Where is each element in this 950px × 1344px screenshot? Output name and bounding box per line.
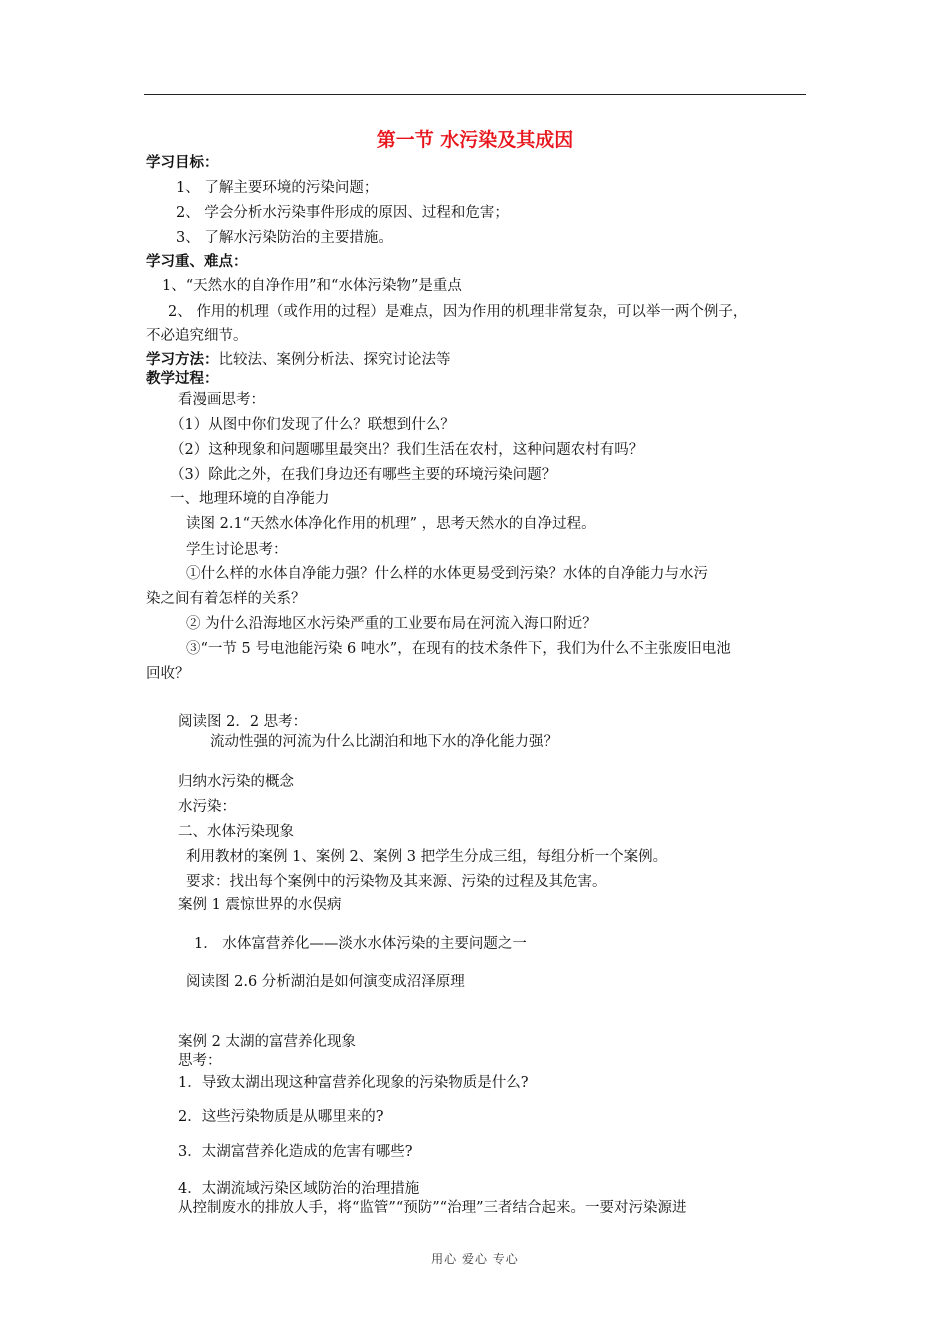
section-heading-self-purification: 一、地理环境的自净能力 <box>170 491 330 507</box>
page-footer: 用心 爱心 专心 <box>431 1252 519 1266</box>
goals-heading: 学习目标： <box>146 154 219 171</box>
text-line: 阅读图 2．2 思考： <box>178 714 308 730</box>
text-line: 3．太湖富营养化造成的危害有哪些? <box>178 1144 413 1160</box>
text-line: 水污染： <box>178 799 236 815</box>
text-line: ①什么样的水体自净能力强？什么样的水体更易受到污染？水体的自净能力与水污 <box>186 566 708 582</box>
keypoint-2-line-2: 不必追究细节。 <box>146 328 248 344</box>
method-text: 比较法、案例分析法、探究讨论法等 <box>218 352 451 368</box>
text-line: 案例 1 震惊世界的水俣病 <box>178 897 342 913</box>
text-line: 4．太湖流域污染区域防治的治理措施 <box>178 1181 420 1197</box>
text-line: 流动性强的河流为什么比湖泊和地下水的净化能力强？ <box>210 734 558 750</box>
text-line: 染之间有着怎样的关系？ <box>146 591 306 607</box>
text-line: （1）从图中你们发现了什么？联想到什么？ <box>170 417 455 433</box>
text-line: 利用教材的案例 1、案例 2、案例 3 把学生分成三组，每组分析一个案例。 <box>186 849 668 865</box>
text-line: 从控制废水的排放人手，将“监管”“预防”“治理”三者结合起来。一要对污染源进 <box>178 1200 687 1216</box>
method-heading: 学习方法： <box>146 351 219 368</box>
process-heading: 教学过程： <box>146 370 219 387</box>
keypoint-1: 1、“天然水的自净作用”和“水体污染物”是重点 <box>162 278 462 294</box>
section-heading-pollution: 二、水体污染现象 <box>178 824 294 840</box>
text-line: 回收？ <box>146 666 190 682</box>
text-line: 看漫画思考： <box>178 392 265 408</box>
text-line: （2）这种现象和问题哪里最突出？我们生活在农村，这种问题农村有吗？ <box>170 442 644 458</box>
text-line: ② 为什么沿海地区水污染严重的工业要布局在河流入海口附近？ <box>186 616 597 632</box>
document-title: 第一节 水污染及其成因 <box>376 129 574 151</box>
text-line: 思考： <box>178 1053 222 1069</box>
text-line: ③“一节 5 号电池能污染 6 吨水”，在现有的技术条件下，我们为什么不主张废旧电池 <box>186 641 731 657</box>
keypoint-2-line-1: 2、 作用的机理（或作用的过程）是难点，因为作用的机理非常复杂，可以举一两个例子， <box>168 304 748 320</box>
method-line <box>146 351 451 369</box>
header-rule <box>144 94 806 95</box>
goal-item-2: 2、 学会分析水污染事件形成的原因、过程和危害； <box>176 205 509 221</box>
text-line: （3）除此之外，在我们身边还有哪些主要的环境污染问题？ <box>170 467 557 483</box>
text-line: 阅读图 2.6 分析湖泊是如何演变成沼泽原理 <box>186 974 465 990</box>
text-line: 归纳水污染的概念 <box>178 774 294 790</box>
text-line: 1．导致太湖出现这种富营养化现象的污染物质是什么? <box>178 1075 529 1091</box>
text-line: 1． 水体富营养化——淡水水体污染的主要问题之一 <box>194 936 527 952</box>
goal-item-1: 1、 了解主要环境的污染问题； <box>176 180 379 196</box>
text-line: 2．这些污染物质是从哪里来的? <box>178 1109 384 1125</box>
text-line: 学生讨论思考： <box>186 542 288 558</box>
text-line: 读图 2.1“天然水体净化作用的机理” ，思考天然水的自净过程。 <box>186 516 596 532</box>
goal-item-3: 3、 了解水污染防治的主要措施。 <box>176 230 393 246</box>
text-line: 要求：找出每个案例中的污染物及其来源、污染的过程及其危害。 <box>186 874 607 890</box>
keypoints-heading: 学习重、难点： <box>146 253 248 270</box>
text-line: 案例 2 太湖的富营养化现象 <box>178 1034 356 1050</box>
